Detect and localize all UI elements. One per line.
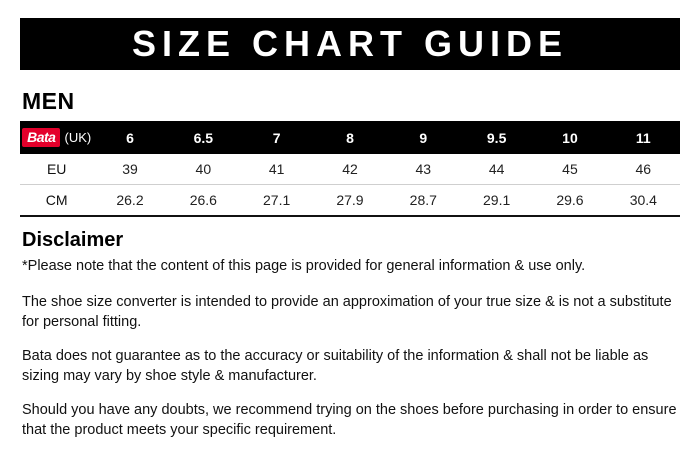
uk-size-header: 9 bbox=[419, 129, 428, 146]
uk-size-header: 7 bbox=[272, 129, 281, 146]
table-cell: 28.7 bbox=[387, 185, 460, 217]
page-title: SIZE CHART GUIDE bbox=[131, 23, 568, 64]
table-cell: 27.9 bbox=[313, 185, 386, 217]
size-chart-table bbox=[20, 121, 680, 217]
row-label-eu: EU bbox=[20, 154, 93, 185]
table-cell: 40 bbox=[167, 154, 240, 185]
disclaimer-heading: Disclaimer bbox=[22, 229, 124, 251]
disclaimer-paragraph: Bata does not guarantee as to the accuracy or suitability of the information & shall not be liable as sizing may vary by shoe style & manufacturer. bbox=[22, 347, 649, 385]
table-cell: 44 bbox=[460, 154, 533, 185]
table-cell: 39 bbox=[93, 154, 166, 185]
uk-size-header: 10 bbox=[562, 129, 578, 146]
table-cell: 43 bbox=[387, 154, 460, 185]
table-cell: 42 bbox=[313, 154, 386, 185]
table-cell: 29.1 bbox=[460, 185, 533, 217]
table-header-row bbox=[20, 121, 680, 154]
table-cell: 46 bbox=[607, 154, 680, 185]
table-row bbox=[20, 185, 680, 217]
table-cell: 27.1 bbox=[240, 185, 313, 217]
table-cell: 30.4 bbox=[607, 185, 680, 217]
uk-size-header: 6.5 bbox=[193, 129, 214, 146]
uk-size-header: 11 bbox=[635, 129, 651, 146]
uk-size-header: 6 bbox=[126, 129, 134, 146]
brand-unit-label: (UK) bbox=[64, 130, 92, 145]
table-cell: 45 bbox=[533, 154, 606, 185]
table-row bbox=[20, 154, 680, 185]
section-heading-men: MEN bbox=[22, 88, 75, 114]
brand-header-cell bbox=[20, 121, 93, 154]
table-cell: 26.2 bbox=[93, 185, 166, 217]
title-banner bbox=[20, 18, 680, 70]
uk-size-header: 8 bbox=[346, 129, 354, 146]
bata-logo: Bata bbox=[22, 128, 60, 147]
disclaimer-paragraph: Should you have any doubts, we recommend trying on the shoes before purchasing in order to ensure that the product meets your specific requirement. bbox=[22, 401, 677, 439]
table-cell: 26.6 bbox=[167, 185, 240, 217]
table-cell: 29.6 bbox=[533, 185, 606, 217]
disclaimer-paragraph: The shoe size converter is intended to provide an approximation of your true size & is not a substitute for personal fitting. bbox=[22, 293, 672, 331]
row-label-cm: CM bbox=[20, 185, 93, 217]
uk-size-header: 9.5 bbox=[486, 129, 507, 146]
table-cell: 41 bbox=[240, 154, 313, 185]
disclaimer-paragraph: *Please note that the content of this page is provided for general information & use only. bbox=[22, 258, 586, 274]
